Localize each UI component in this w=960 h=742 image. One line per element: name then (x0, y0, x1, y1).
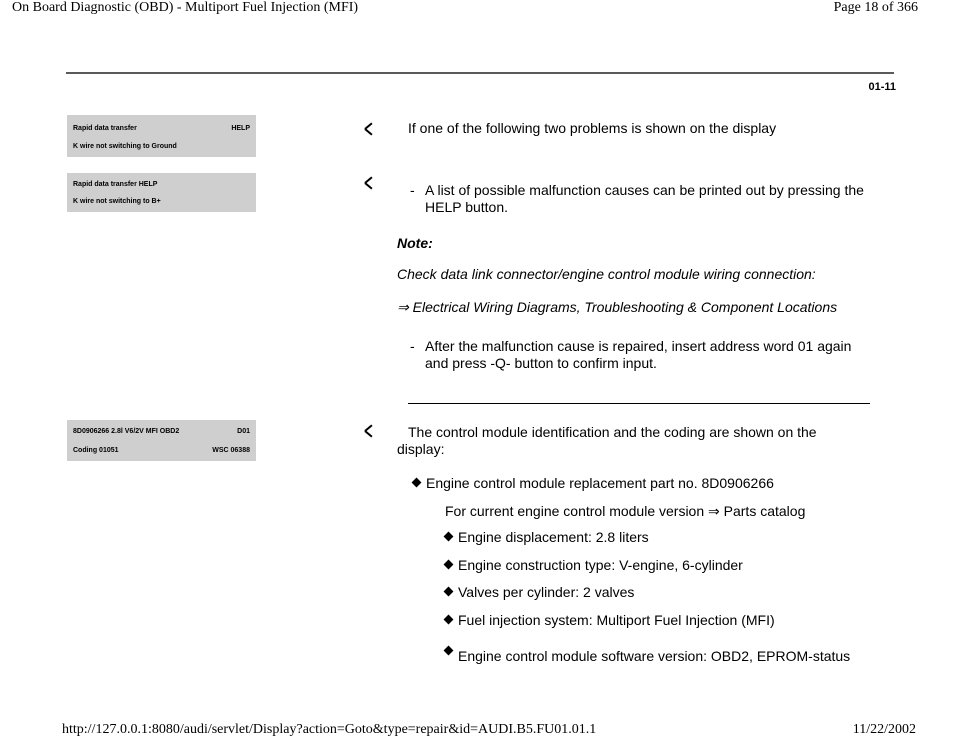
display-text: HELP (231, 125, 250, 132)
display-text: K wire not switching to Ground (73, 143, 177, 150)
sub-bullet (445, 584, 634, 601)
section-divider (408, 403, 870, 404)
display-row (73, 198, 250, 205)
diamond-bullet-icon (444, 615, 454, 625)
identification-text: The control module identification and the coding are shown on the (408, 424, 817, 440)
intro-text: If one of the following two problems is shown on the display (408, 120, 777, 136)
reference-arrow-icon: ⇒ (397, 299, 409, 315)
reference-text: Electrical Wiring Diagrams, Troubleshooting & Component Locations (412, 299, 838, 315)
display-text: Rapid data transfer HELP (73, 181, 158, 188)
display-row (73, 447, 250, 454)
diamond-bullet-icon (444, 646, 454, 656)
bullet-text: Engine displacement: 2.8 liters (458, 529, 649, 545)
note-text: Check data link connector/engine control module wiring connection: (397, 266, 816, 282)
bullet-text: Fuel injection system: Multiport Fuel Injection (MFI) (458, 612, 775, 628)
display-box-rapid-transfer-ground (67, 115, 256, 157)
display-text: Coding 01051 (73, 447, 119, 454)
diamond-bullet-icon (444, 532, 454, 542)
footer-url[interactable]: http://127.0.0.1:8080/audi/servlet/Display?action=Goto&type=repair&id=AUDI.B5.FU01.01.1 (62, 722, 597, 737)
page-number: Page 18 of 366 (833, 0, 918, 15)
header-rule (66, 72, 894, 74)
diamond-bullet-icon (412, 478, 422, 488)
sub-bullet (445, 648, 850, 665)
display-row (73, 181, 250, 188)
display-text: K wire not switching to B+ (73, 198, 161, 205)
bullet-text: Valves per cylinder: 2 valves (458, 584, 635, 600)
page-title: On Board Diagnostic (OBD) - Multiport Fuel Injection (MFI) (12, 0, 359, 15)
display-text: 8D0906266 2.8l V6/2V MFI OBD2 (73, 428, 180, 435)
diamond-bullet-icon (444, 560, 454, 570)
display-text: Rapid data transfer (73, 125, 137, 132)
display-row (73, 428, 250, 435)
sub-bullet (445, 557, 743, 574)
step-text: After the malfunction cause is repaired, insert address word 01 again and press -Q- button to confirm input. (425, 338, 852, 371)
wiring-reference (397, 299, 837, 316)
display-row (73, 143, 250, 150)
step-dash: - (410, 338, 415, 354)
bullet-main (413, 475, 774, 492)
step-dash: - (410, 182, 415, 198)
display-box-rapid-transfer-b-plus (67, 173, 256, 212)
note-label: Note: (397, 235, 433, 251)
display-text: D01 (237, 428, 250, 435)
section-code: 01-11 (868, 81, 896, 93)
bullet-text: Engine control module software version: OBD2, EPROM-status (458, 648, 851, 664)
sub-bullet (445, 529, 649, 546)
bullet-text: Engine control module replacement part no. 8D0906266 (426, 475, 774, 491)
sub-bullet (445, 612, 775, 629)
display-text: WSC 06388 (212, 447, 250, 454)
footer-date: 11/22/2002 (852, 722, 916, 737)
display-row (73, 125, 250, 132)
current-version-text: For current engine control module version ⇒ Parts catalog (445, 503, 806, 519)
identification-text: display: (397, 441, 445, 457)
step-text: A list of possible malfunction causes can be printed out by pressing the HELP button. (425, 182, 864, 215)
display-box-control-module-id (67, 420, 256, 461)
diamond-bullet-icon (444, 587, 454, 597)
bullet-text: Engine construction type: V-engine, 6-cylinder (458, 557, 743, 573)
